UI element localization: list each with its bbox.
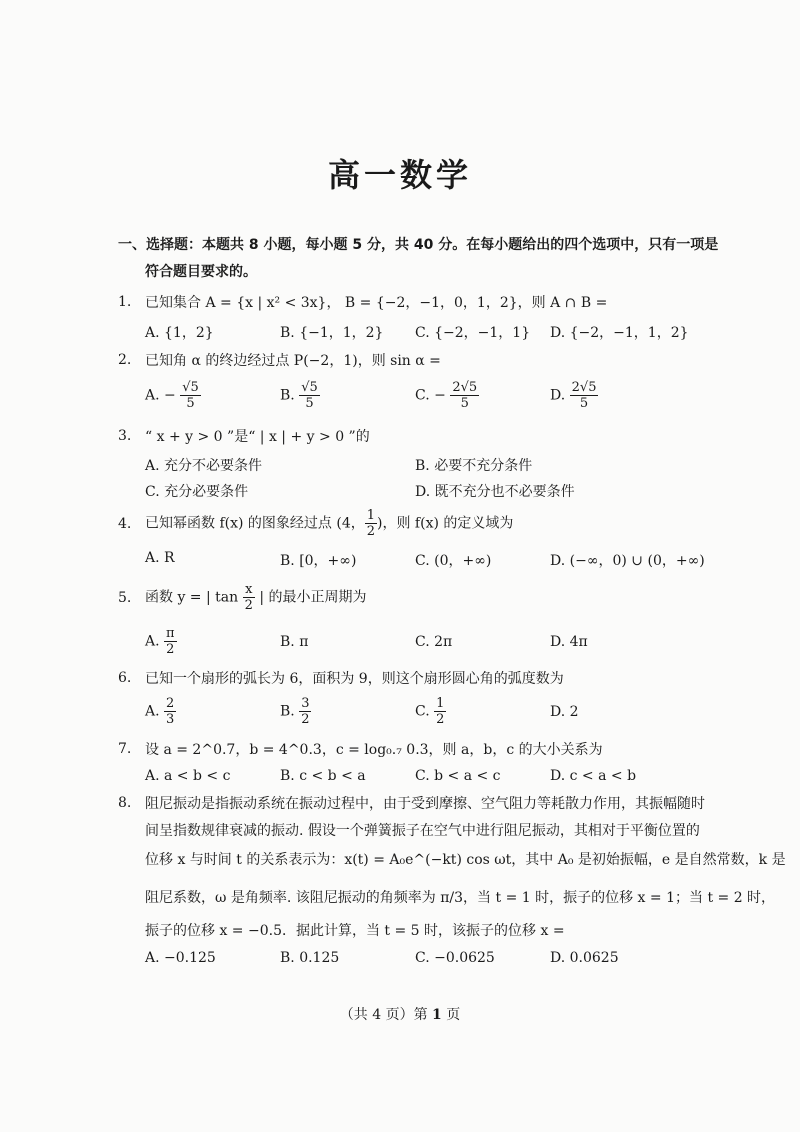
option-a: A. R <box>145 550 175 566</box>
question-number: 7. <box>118 741 132 757</box>
question-stem <box>145 508 513 539</box>
option-c: C. b < a < c <box>415 768 501 784</box>
stem-text: )，则 f(x) 的定义域为 <box>377 515 514 532</box>
option-label: C. <box>415 387 430 404</box>
stem-text: 函数 y = | tan <box>145 589 243 606</box>
denominator: 2 <box>301 712 310 727</box>
option-sign: − <box>434 387 446 404</box>
option-c: C. 充分必要条件 <box>145 484 249 500</box>
question-number: 1. <box>118 294 132 310</box>
option-a: A. a < b < c <box>145 768 231 784</box>
numerator: 1 <box>366 508 376 523</box>
option-label: A. <box>145 387 160 404</box>
denominator: 3 <box>166 712 175 727</box>
fraction <box>243 582 255 613</box>
option-d: D. 既不充分也不必要条件 <box>415 484 575 500</box>
option-label: A. <box>145 633 160 650</box>
stem-text: | 的最小正周期为 <box>254 589 367 606</box>
numerator: 3 <box>301 696 310 711</box>
option-c: C. −0.0625 <box>415 950 495 966</box>
option-c: C. 2π <box>415 634 453 650</box>
question-stem: 设 a = 2^0.7，b = 4^0.3，c = log₀.₇ 0.3，则 a，b，c 的大小关系为 <box>145 742 603 758</box>
denominator: 5 <box>305 396 314 411</box>
option-c: C. (0，+∞) <box>415 553 492 569</box>
question-stem <box>145 582 367 613</box>
option-label: D. <box>550 387 566 404</box>
option-d: D. {−2，−1，1，2} <box>550 325 689 341</box>
numerator: 2√5 <box>571 380 597 395</box>
denominator: 2 <box>436 712 445 727</box>
option-label: B. <box>280 703 295 720</box>
fraction <box>164 696 176 727</box>
denominator: 5 <box>579 396 589 411</box>
option-d <box>550 380 598 411</box>
option-d: D. 2 <box>550 704 579 720</box>
option-a: A. {1，2} <box>145 325 214 341</box>
question-stem: “ x + y > 0 ”是“ | x | + y > 0 ”的 <box>145 429 370 445</box>
option-label: A. <box>145 703 160 720</box>
question-line: 阻尼振动是指振动系统在振动过程中，由于受到摩擦、空气阻力等耗散力作用，其振幅随时 <box>145 796 705 812</box>
numerator: √5 <box>301 380 318 395</box>
fraction <box>570 380 599 411</box>
question-number: 2. <box>118 352 132 368</box>
option-sign: − <box>164 387 176 404</box>
numerator: 1 <box>436 696 445 711</box>
option-b: B. π <box>280 634 309 650</box>
option-d: D. 0.0625 <box>550 950 619 966</box>
option-a: A. −0.125 <box>145 950 216 966</box>
option-b: B. {−1，1，2} <box>280 325 384 341</box>
numerator: x <box>243 582 255 598</box>
option-b: B. 0.125 <box>280 950 340 966</box>
question-line: 位移 x 与时间 t 的关系表示为：x(t) = A₀e^(−kt) cos ωt，其中 A₀ 是初始振幅，e 是自然常数，k 是 <box>145 852 786 868</box>
numerator: √5 <box>182 380 199 395</box>
option-a <box>145 380 201 411</box>
option-a: A. 充分不必要条件 <box>145 458 263 474</box>
fraction <box>180 380 201 411</box>
footer-post: 页 <box>441 1007 461 1023</box>
section-heading-line1: 一、选择题：本题共 8 小题，每小题 5 分，共 40 分。在每小题给出的四个选项中，只有一项是 <box>118 237 719 253</box>
page-number: 1 <box>432 1007 442 1023</box>
denominator: 5 <box>460 396 469 411</box>
denominator: 2 <box>166 642 175 657</box>
option-label: C. <box>415 703 430 720</box>
question-number: 3. <box>118 428 132 444</box>
denominator: 2 <box>244 598 253 613</box>
numerator: 2 <box>166 696 175 711</box>
page-title: 高一数学 <box>327 156 472 194</box>
numerator: π <box>166 626 175 641</box>
question-line: 阻尼系数，ω 是角频率. 该阻尼振动的角频率为 π/3，当 t = 1 时，振子的位移 x = 1；当 t = 2 时， <box>145 890 776 906</box>
question-stem: 已知角 α 的终边经过点 P(−2，1)，则 sin α = <box>145 353 441 369</box>
option-b <box>280 696 311 727</box>
option-label: B. <box>280 387 295 404</box>
fraction <box>299 380 320 411</box>
option-b: B. [0，+∞) <box>280 553 357 569</box>
fraction <box>164 626 177 657</box>
question-stem: 已知集合 A = {x | x² < 3x}， B = {−2，−1，0，1，2}，则 A ∩ B = <box>145 295 608 311</box>
option-a <box>145 626 177 657</box>
option-c: C. {−2，−1，1} <box>415 325 531 341</box>
fraction <box>365 508 377 539</box>
option-b <box>280 380 320 411</box>
question-number: 5. <box>118 590 132 606</box>
option-a <box>145 696 176 727</box>
page-footer <box>0 1004 800 1024</box>
fraction <box>450 380 479 411</box>
question-stem: 已知一个扇形的弧长为 6，面积为 9，则这个扇形圆心角的弧度数为 <box>145 671 564 687</box>
question-number: 6. <box>118 670 132 686</box>
question-number: 4. <box>118 516 132 532</box>
denominator: 2 <box>366 524 376 539</box>
option-b: B. c < b < a <box>280 768 366 784</box>
section-heading-line2: 符合题目要求的。 <box>145 264 257 280</box>
option-d: D. (−∞，0) ∪ (0，+∞) <box>550 553 705 569</box>
option-b: B. 必要不充分条件 <box>415 458 533 474</box>
option-d: D. 4π <box>550 634 588 650</box>
fraction <box>434 696 446 727</box>
numerator: 2√5 <box>452 380 478 395</box>
question-number: 8. <box>118 795 132 811</box>
denominator: 5 <box>186 396 195 411</box>
fraction <box>299 696 311 727</box>
stem-text: 已知幂函数 f(x) 的图象经过点 (4， <box>145 515 365 532</box>
option-d: D. c < a < b <box>550 768 637 784</box>
question-line: 振子的位移 x = −0.5．据此计算，当 t = 5 时，该振子的位移 x = <box>145 923 565 939</box>
question-line: 间呈指数规律衰减的振动. 假设一个弹簧振子在空气中进行阻尼振动，其相对于平衡位置的 <box>145 823 700 839</box>
option-c <box>415 380 479 411</box>
footer-pre: （共 4 页）第 <box>339 1007 433 1023</box>
option-c <box>415 696 446 727</box>
